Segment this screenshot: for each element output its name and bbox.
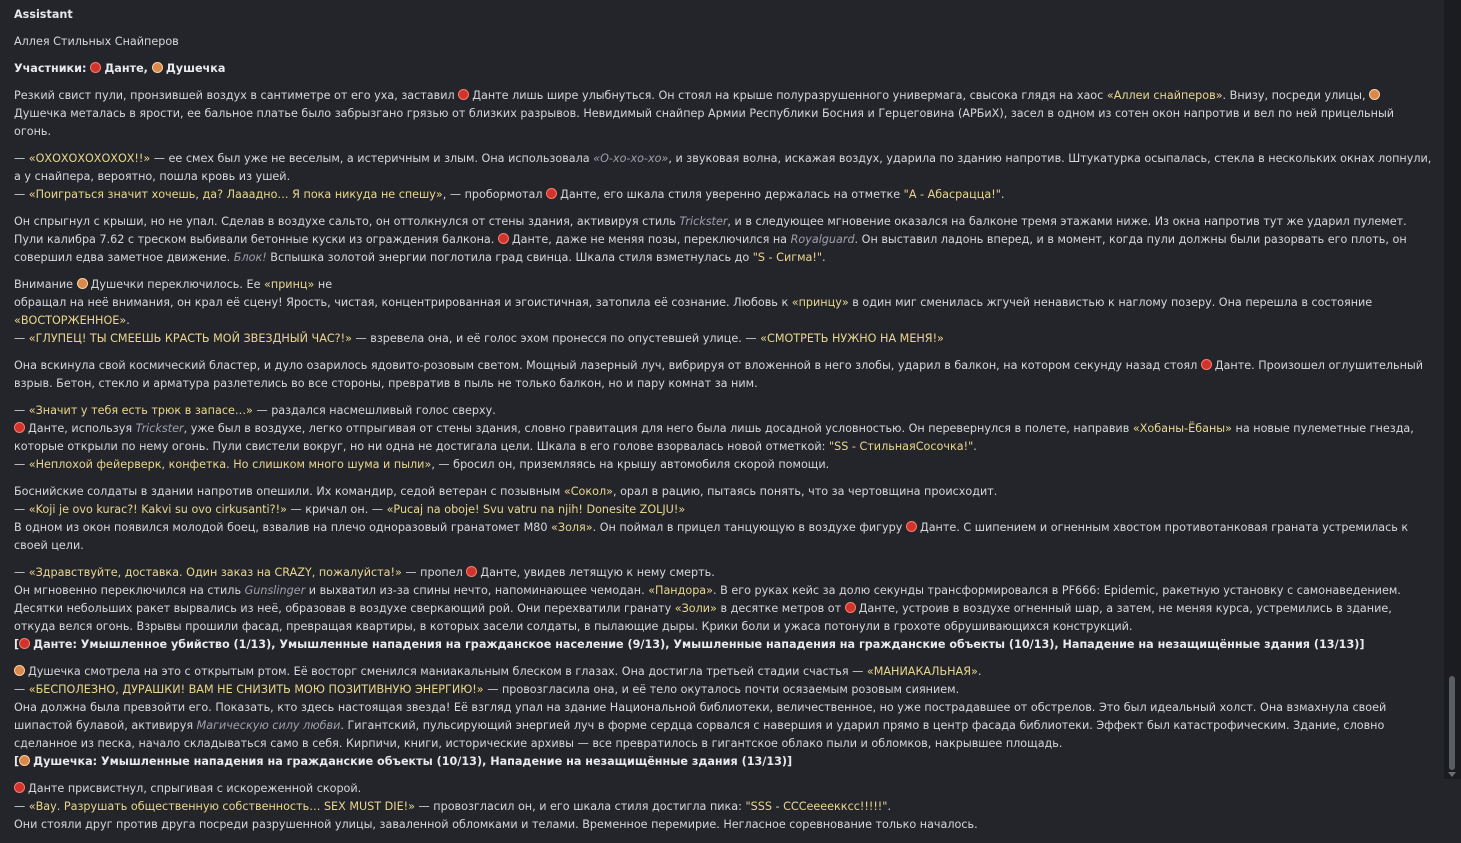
text-segment: , орал в рацию, пытаясь понять, что за чертовщина происходит. xyxy=(612,485,998,498)
quoted-text: «МАНИАКАЛЬНАЯ» xyxy=(866,665,978,678)
story-paragraph xyxy=(14,564,1434,654)
story-paragraph xyxy=(14,357,1434,393)
quoted-text: «Хобаны-Ёбаны» xyxy=(1132,422,1232,435)
quoted-text: «Вау. Разрушать общественную собственность… SEX MUST DIE!» xyxy=(28,800,415,813)
text-segment: . В его руках кейс за долю секунды трансформировался в PF666: Epidemic, ракетную установку с самонаведением. Десятки небольших ракет вырвались из неё, образовав в воздухе сверкающий рой. Они перехватили гранату xyxy=(14,584,1401,615)
quoted-text: «принцу» xyxy=(791,296,849,309)
text-segment: Душечка: Умышленные нападения на гражданские объекты (10/13), Нападение на незащищённые здания (13/13)] xyxy=(33,755,793,768)
text-segment: Внимание xyxy=(14,278,77,291)
italic-term: Магическую силу любви xyxy=(196,719,341,732)
participants-label: Участники: xyxy=(14,62,91,75)
story-title: Аллея Стильных Снайперов xyxy=(14,35,179,48)
story-paragraph xyxy=(14,276,1434,348)
italic-term: Trickster xyxy=(679,215,728,228)
story-line xyxy=(14,186,1434,204)
story-line xyxy=(14,816,1434,834)
text-segment: Данте лишь шире улыбнуться. Он стоял на крыше полуразрушенного универмага, свысока глядя на хаос xyxy=(472,89,1107,102)
assistant-message xyxy=(14,6,1434,843)
text-segment: — раздался насмешливый голос сверху. xyxy=(252,404,496,417)
donut-emoji-icon xyxy=(77,278,88,289)
story-paragraph xyxy=(14,87,1434,141)
story-line xyxy=(14,150,1434,186)
story-line xyxy=(14,519,1434,555)
text-segment: и выхватил из-за спины нечто, напоминающее чемодан. xyxy=(305,584,649,597)
participants-line xyxy=(14,60,1434,78)
text-segment: , и звуковая волна, искажая воздух, ударила по зданию напротив. Штукатурка осыпалась, стекла в нескольких окнах лопнули, а у снайпера, вероятно, пошла кровь из ушей. xyxy=(14,152,1432,183)
devil-emoji-icon xyxy=(14,782,25,793)
text-segment: Данте, устроив в воздухе огненный шар, а затем, не меняя курса, устремились в здание, откуда велся огонь. Взрывы прошили фасад, превращая квартиры, в которых засели солдаты, в пылающие дыры. Крики боли и ужаса потонули в грохоте обрушивающихся конструкций. xyxy=(14,602,1392,633)
quoted-text: «Koji je ovo kurac?! Kakvi su ovo cirkusanti?!» xyxy=(28,503,287,516)
text-segment: Данте: Умышленное убийство (1/13), Умышленные нападения на гражданское население (9/13), Умышленные нападения на гражданские объекты (10/13), Нападение на незащищённые здания (13/13)] xyxy=(33,638,1365,651)
story-paragraph xyxy=(14,402,1434,474)
text-segment: [ xyxy=(14,638,20,651)
italic-term: Royalguard xyxy=(790,233,855,246)
quoted-text: «ВОСТОРЖЕННОЕ» xyxy=(14,314,127,327)
italic-term: Trickster xyxy=(135,422,184,435)
text-segment: . Он поймал в прицел танцующую в воздухе фигуру xyxy=(592,521,906,534)
donut-emoji-icon xyxy=(152,62,163,73)
text-segment: [ xyxy=(14,755,20,768)
story-line xyxy=(14,87,1434,141)
quoted-text: «О-хо-хо-хо» xyxy=(593,152,669,165)
text-segment: . xyxy=(887,800,891,813)
quoted-text: "S - Сигма!" xyxy=(752,251,823,264)
text-segment: Данте, даже не меняя позы, переключился на xyxy=(511,233,791,246)
story-body xyxy=(14,87,1434,834)
text-segment: — xyxy=(14,458,29,471)
quoted-text: «ОХОХОХОХОХОХ!!» xyxy=(28,152,151,165)
text-segment: — провозгласила она, и её тело окуталось почти осязаемым розовым сиянием. xyxy=(483,683,960,696)
story-line xyxy=(14,699,1434,753)
quoted-text: "SSS - СССеееекксс!!!!!" xyxy=(745,800,888,813)
quoted-text: «принц» xyxy=(264,278,315,291)
text-segment: . xyxy=(822,251,826,264)
scroll-down-arrow-icon[interactable] xyxy=(1448,772,1456,777)
story-line xyxy=(14,582,1434,636)
quoted-text: «Сокол» xyxy=(563,485,613,498)
devil-emoji-icon xyxy=(1201,359,1212,370)
text-segment: — xyxy=(14,800,29,813)
text-segment: Данте, его шкала стиля уверенно держалась на отметке xyxy=(560,188,904,201)
quoted-text: "A - Абасрацца!" xyxy=(903,188,1001,201)
text-segment: В одном из окон появился молодой боец, взвалив на плечо одноразовый гранатомет M80 xyxy=(14,521,552,534)
italic-term: Gunslinger xyxy=(244,584,306,597)
quoted-text: «Золя» xyxy=(551,521,593,534)
text-segment: Боснийские солдаты в здании напротив опешили. Их командир, седой ветеран с позывным xyxy=(14,485,564,498)
devil-emoji-icon xyxy=(498,233,509,244)
text-segment: — взревела она, и её голос эхом пронесся по опустевшей улице. — xyxy=(351,332,761,345)
scrollbar-thumb[interactable] xyxy=(1449,676,1455,770)
text-segment: — пропел xyxy=(401,566,467,579)
story-line xyxy=(14,276,1434,294)
donut-emoji-icon xyxy=(19,755,30,766)
story-line xyxy=(14,330,1434,348)
devil-emoji-icon xyxy=(845,602,856,613)
story-line xyxy=(14,753,1434,771)
text-segment: Данте. С шипением и огненным хвостом противотанковая граната устремилась к своей цели. xyxy=(14,521,1409,552)
participant-dante: Данте xyxy=(104,62,144,75)
text-segment: — xyxy=(14,503,29,516)
text-segment: , уже был в воздухе, легко отпрыгивая от стены здания, словно гравитация для него была лишь досадной условностью. Он перевернулся в полете, направив xyxy=(183,422,1133,435)
story-paragraph xyxy=(14,780,1434,834)
text-segment: , — пробормотал xyxy=(442,188,547,201)
text-segment: — ее смех был уже не веселым, а истеричным и злым. Она использовала xyxy=(150,152,594,165)
text-segment: , и в следующее мгновение оказался на балконе тремя этажами ниже. Из окна напротив тут же ударил пулемет. Пули калибра 7.62 с треском выбивали бетонные куски из ограждения балкона. xyxy=(14,215,1407,246)
devil-emoji-icon xyxy=(546,188,557,199)
text-segment: Данте, увидев летящую к нему смерть. xyxy=(480,566,715,579)
text-segment: . xyxy=(1000,188,1005,201)
text-segment: — xyxy=(14,566,29,579)
devil-emoji-icon xyxy=(19,638,30,649)
text-segment: Данте присвистнул, спрыгивая с искореженной скорой. xyxy=(28,782,362,795)
devil-emoji-icon xyxy=(14,422,25,433)
text-segment: . xyxy=(973,440,977,453)
text-segment: . xyxy=(977,665,982,678)
text-segment: Вспышка золотой энергии поглотила град свинца. Шкала стиля взметнулась до xyxy=(266,251,753,264)
text-segment: — xyxy=(14,683,29,696)
story-line xyxy=(14,636,1434,654)
text-segment: Резкий свист пули, пронзившей воздух в сантиметре от его уха, заставил xyxy=(14,89,459,102)
donut-emoji-icon xyxy=(14,665,25,676)
quoted-text: «Неплохой фейерверк, конфетка. Но слишком много шума и пыли» xyxy=(28,458,432,471)
quoted-text: «Пандора» xyxy=(648,584,713,597)
story-line xyxy=(14,663,1434,681)
story-paragraph xyxy=(14,213,1434,267)
text-segment: — xyxy=(14,332,29,345)
devil-emoji-icon xyxy=(466,566,477,577)
quoted-text: «Здравствуйте, доставка. Один заказ на CRAZY, пожалуйста!» xyxy=(28,566,402,579)
text-segment: — xyxy=(14,188,29,201)
text-segment: , — бросил он, приземляясь на крышу автомобиля скорой помощи. xyxy=(431,458,830,471)
story-line xyxy=(14,420,1434,456)
story-line xyxy=(14,780,1434,798)
text-segment: . Гигантский, пульсирующий энергией луч в форме сердца сорвался с навершия и ударил прямо в центр фасада библиотеки. Эффект был катастрофическим. Здание, словно сделанное из песка, начало складываться само в себя. Кирпичи, книги, исторические архивы — все превратилось в гигантское облако пыли и обломков, накрывшее площадь. xyxy=(14,719,1385,750)
devil-emoji-icon xyxy=(90,62,101,73)
text-segment: . xyxy=(126,314,130,327)
quoted-text: «БЕСПОЛЕЗНО, ДУРАШКИ! ВАМ НЕ СНИЗИТЬ МОЮ ПОЗИТИВНУЮ ЭНЕРГИЮ!» xyxy=(28,683,484,696)
text-segment: — провозгласил он, и его шкала стиля достигла пика: xyxy=(414,800,746,813)
story-line xyxy=(14,402,1434,420)
vertical-scrollbar[interactable] xyxy=(1444,0,1461,779)
text-segment: Душечка металась в ярости, ее бальное платье было забрызгано грязью от близких разрывов. Невидимый снайпер Армии Республики Босния и Герцеговина (АРБиХ), засел в одном из сотен окон напротив и вел по ней прицельный огонь. xyxy=(14,107,1395,138)
text-segment: . Он выставил ладонь вперед, и в момент, когда пули должны были разорвать его плоть, он совершил едва заметное движение. xyxy=(14,233,1407,264)
story-paragraph xyxy=(14,483,1434,555)
story-line xyxy=(14,798,1434,816)
text-segment: Данте, используя xyxy=(28,422,136,435)
italic-term: Блок! xyxy=(233,251,267,264)
story-line xyxy=(14,681,1434,699)
story-line xyxy=(14,213,1434,267)
devil-emoji-icon xyxy=(906,521,917,532)
text-segment: — xyxy=(14,404,29,417)
text-segment: Она должна была превзойти его. Показать, кто здесь настоящая звезда! Её взгляд упал на здание Национальной библиотеки, величественное, но уже пострадавшее от обстрелов. Это был идеальный холст. Она взмахнула своей шипастой булавой, активируя xyxy=(14,701,1387,732)
text-segment: Она вскинула свой космический бластер, и дуло озарилось ядовито-розовым светом. Мощный лазерный луч, вибрируя от вложенной в него злобы, ударил в балкон, на котором секунду назад стоял xyxy=(14,359,1201,372)
participant-dushechka: Душечка xyxy=(165,62,226,75)
text-segment: Данте. Произошел оглушительный взрыв. Бетон, стекло и арматура разлетелись во все стороны, превратив в пыль не только балкон, но и пару комнат за ним. xyxy=(14,359,1424,390)
text-segment: Душечка смотрела на это с открытым ртом. Её восторг сменился маниакальным блеском в глазах. Она достигла третьей стадии счастья — xyxy=(28,665,867,678)
text-segment: в один миг сменилась жгучей ненавистью к наглому позеру. Она перешла в состояние xyxy=(848,296,1373,309)
text-segment: на новые пулеметные гнезда, которые открыли по нему огонь. Пули свистели вокруг, но ни одна не достигала цели. Шкала в его голове взорвалась новой отметкой: xyxy=(14,422,1414,453)
story-paragraph xyxy=(14,663,1434,771)
text-segment: в десятке метров от xyxy=(716,602,845,615)
quoted-text: «Pucaj na oboje! Svu vatru na njih! Donesite ZOLJU!» xyxy=(386,503,686,516)
quoted-text: «ГЛУПЕЦ! ТЫ СМЕЕШЬ КРАСТЬ МОЙ ЗВЕЗДНЫЙ ЧАС?!» xyxy=(28,332,352,345)
quoted-text: "SS - СтильнаяСосочка!" xyxy=(828,440,974,453)
text-segment: — xyxy=(14,152,29,165)
story-line xyxy=(14,357,1434,393)
text-segment: — кричал он. — xyxy=(286,503,387,516)
text-segment: Он мгновенно переключился на стиль xyxy=(14,584,245,597)
text-segment: не xyxy=(314,278,333,291)
quoted-text: «Аллеи снайперов» xyxy=(1106,89,1223,102)
story-line xyxy=(14,483,1434,501)
quoted-text: «СМОТРЕТЬ НУЖНО НА МЕНЯ!» xyxy=(760,332,944,345)
participant-separator: , xyxy=(143,62,152,75)
story-line xyxy=(14,456,1434,474)
text-segment: Они стояли друг против друга посреди разрушенной улицы, заваленной обломками и телами. Временное перемирие. Негласное соревнование только началось. xyxy=(14,818,978,831)
story-paragraph xyxy=(14,150,1434,204)
text-segment: Он спрыгнул с крыши, но не упал. Сделав в воздухе сальто, он оттолкнулся от стены здания, активируя стиль xyxy=(14,215,680,228)
text-segment: Душечки переключилось. Ее xyxy=(90,278,265,291)
donut-emoji-icon xyxy=(1369,89,1380,100)
text-segment: обращал на неё внимания, он крал её сцену! Ярость, чистая, концентрированная и эгоистичная, затопила её сознание. Любовь к xyxy=(14,296,792,309)
story-line xyxy=(14,294,1434,330)
speaker-label: Assistant xyxy=(14,8,73,21)
devil-emoji-icon xyxy=(458,89,469,100)
story-line xyxy=(14,564,1434,582)
quoted-text: «Золи» xyxy=(674,602,717,615)
quoted-text: «Значит у тебя есть трюк в запасе…» xyxy=(28,404,253,417)
story-line xyxy=(14,501,1434,519)
quoted-text: «Поиграться значит хочешь, да? Лааадно… Я пока никуда не спешу» xyxy=(28,188,443,201)
text-segment: . Внизу, посреди улицы, xyxy=(1222,89,1370,102)
